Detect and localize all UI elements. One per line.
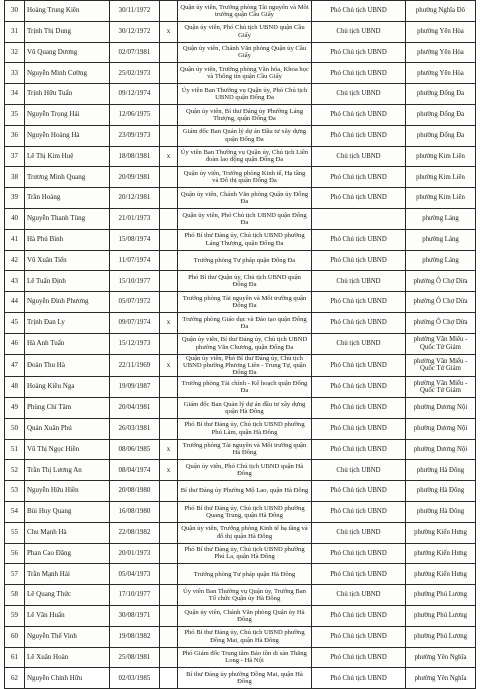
female-mark: x: [160, 312, 178, 333]
current-position: Trưởng phòng Giáo dục và Đào tạo quận Đống Đa: [178, 312, 312, 333]
proposed-position: Phó Chủ tịch UBND: [312, 605, 406, 626]
proposed-position: Phó Chủ tịch UBND: [312, 397, 406, 418]
proposed-position: Phó Chủ tịch UBND: [312, 377, 406, 398]
female-mark: x: [160, 354, 178, 377]
proposed-position: Phó Chủ tịch UBND: [312, 63, 406, 84]
female-mark: [160, 104, 178, 125]
ward-name: phường Yên Nghĩa: [406, 668, 476, 689]
current-position: Phó Bí thư Đảng ủy, Chủ tịch UBND phường Láng Thượng, quận Đống Đa: [178, 229, 312, 250]
ward-name: phường Kiến Hưng: [406, 522, 476, 543]
person-name: Đoàn Thu Hà: [25, 354, 110, 377]
female-mark: [160, 668, 178, 689]
row-number: 61: [5, 647, 25, 668]
row-number: 45: [5, 312, 25, 333]
row-number: 47: [5, 354, 25, 377]
person-name: Quản Xuân Phú: [25, 418, 110, 439]
ward-name: phường Dương Nội: [406, 418, 476, 439]
person-name: Vũ Xuân Tiến: [25, 250, 110, 271]
table-row: [5, 418, 476, 439]
female-mark: [160, 1, 178, 22]
proposed-position: Phó Chủ tịch UBND: [312, 481, 406, 502]
current-position: Quận ủy viên, Chánh Văn phòng Quận ủy Đống Đa: [178, 188, 312, 209]
table-row: [5, 21, 476, 42]
birth-date: 20/04/1981: [110, 397, 160, 418]
current-position: Trưởng phòng Tài nguyên và Môi trường quận Đống Đa: [178, 292, 312, 313]
person-name: Lê Quang Thức: [25, 585, 110, 606]
row-number: 46: [5, 333, 25, 354]
proposed-position: Phó Chủ tịch UBND: [312, 626, 406, 647]
person-name: Nguyễn Trọng Hải: [25, 104, 110, 125]
table-row: [5, 460, 476, 481]
current-position: Quận ủy viên, Phó Bí thư Đảng ủy, Chủ tịch UBND phường Phương Liên - Trung Tự, quận Đống Đa: [178, 354, 312, 377]
person-name: Trịnh Đan Ly: [25, 312, 110, 333]
table-row: [5, 501, 476, 522]
person-name: Phùng Chí Tâm: [25, 397, 110, 418]
current-position: Quận ủy viên, Bí thư Đảng ủy Phường Láng Thượng, quận Đống Đa: [178, 104, 312, 125]
row-number: 42: [5, 250, 25, 271]
ward-name: phường Hà Đông: [406, 460, 476, 481]
female-mark: x: [160, 439, 178, 460]
ward-name: phường Kim Liên: [406, 167, 476, 188]
female-mark: [160, 647, 178, 668]
ward-name: phường Dương Nội: [406, 439, 476, 460]
birth-date: 15/10/1977: [110, 271, 160, 292]
person-name: Nguyễn Thanh Tùng: [25, 208, 110, 229]
birth-date: 05/07/1972: [110, 292, 160, 313]
ward-name: phường Dương Nội: [406, 397, 476, 418]
table-row: [5, 333, 476, 354]
table-row: [5, 63, 476, 84]
ward-name: phường Phú Lương: [406, 626, 476, 647]
row-number: 43: [5, 271, 25, 292]
current-position: Quận ủy viên, Chánh Văn phòng Quận ủy Cầu Giấy: [178, 42, 312, 63]
current-position: Quận ủy viên, Chánh Văn phòng Quận ủy Hà Đông: [178, 605, 312, 626]
person-name: Lê Thị Kim Huệ: [25, 146, 110, 167]
table-row: [5, 229, 476, 250]
female-mark: [160, 397, 178, 418]
table-row: [5, 354, 476, 377]
birth-date: 22/08/1982: [110, 522, 160, 543]
female-mark: [160, 333, 178, 354]
proposed-position: Phó Chủ tịch UBND: [312, 312, 406, 333]
female-mark: [160, 63, 178, 84]
birth-date: 26/03/1981: [110, 418, 160, 439]
table-row: [5, 668, 476, 689]
table-row: [5, 626, 476, 647]
row-number: 53: [5, 481, 25, 502]
female-mark: [160, 522, 178, 543]
birth-date: 12/06/1975: [110, 104, 160, 125]
person-name: Trần Thị Lương An: [25, 460, 110, 481]
table-row: [5, 104, 476, 125]
birth-date: 30/12/1972: [110, 21, 160, 42]
row-number: 40: [5, 208, 25, 229]
proposed-position: Phó Chủ tịch UBND: [312, 647, 406, 668]
current-position: Giám đốc Ban Quản lý dự án đầu tư xây dựng quận Hà Đông: [178, 397, 312, 418]
ward-name: phường Đống Đa: [406, 104, 476, 125]
proposed-position: Chủ tịch UBND: [312, 146, 406, 167]
female-mark: [160, 585, 178, 606]
person-name: Vũ Quang Dương: [25, 42, 110, 63]
row-number: 51: [5, 439, 25, 460]
table-row: [5, 605, 476, 626]
row-number: 59: [5, 605, 25, 626]
birth-date: 11/07/1974: [110, 250, 160, 271]
proposed-position: Phó Chủ tịch UBND: [312, 42, 406, 63]
ward-name: phường Láng: [406, 250, 476, 271]
birth-date: 05/04/1973: [110, 564, 160, 585]
table-row: [5, 543, 476, 564]
ward-name: phường Văn Miếu - Quốc Tử Giám: [406, 377, 476, 398]
female-mark: [160, 418, 178, 439]
table-row: [5, 397, 476, 418]
table-row: [5, 1, 476, 22]
person-name: Vũ Thị Ngọc Hiền: [25, 439, 110, 460]
person-name: Lê Tuấn Định: [25, 271, 110, 292]
ward-name: phường Yên Nghĩa: [406, 647, 476, 668]
table-row: [5, 647, 476, 668]
birth-date: 08/04/1974: [110, 460, 160, 481]
person-name: Trần Mạnh Hải: [25, 564, 110, 585]
current-position: Quận ủy viên, Phó Chủ tịch UBND quận Cầu Giấy: [178, 21, 312, 42]
row-number: 54: [5, 501, 25, 522]
row-number: 36: [5, 125, 25, 146]
female-mark: [160, 42, 178, 63]
proposed-position: Phó Chủ tịch UBND: [312, 418, 406, 439]
proposed-position: Chủ tịch UBND: [312, 522, 406, 543]
proposed-position: Phó Chủ tịch UBND: [312, 668, 406, 689]
person-name: Hà Anh Tuấn: [25, 333, 110, 354]
current-position: Trưởng phòng Tài chính - Kế hoạch quận Đống Đa: [178, 377, 312, 398]
person-name: Nguyễn Đình Phương: [25, 292, 110, 313]
person-name: Nguyễn Hoàng Hà: [25, 125, 110, 146]
current-position: Phó Bí thư Quận ủy, Chủ tịch UBND quận Đống Đa: [178, 271, 312, 292]
proposed-position: Chủ tịch UBND: [312, 84, 406, 105]
birth-date: 08/06/1985: [110, 439, 160, 460]
row-number: 37: [5, 146, 25, 167]
birth-date: 15/12/1973: [110, 333, 160, 354]
female-mark: x: [160, 460, 178, 481]
female-mark: [160, 125, 178, 146]
table-row: [5, 292, 476, 313]
ward-name: phường Phú Lương: [406, 585, 476, 606]
female-mark: [160, 501, 178, 522]
birth-date: 02/07/1981: [110, 42, 160, 63]
row-number: 56: [5, 543, 25, 564]
female-mark: [160, 564, 178, 585]
current-position: Quận ủy viên, Bí thư Đảng ủy, Chủ tịch UBND phường Văn Chương, quận Đống Đa: [178, 333, 312, 354]
female-mark: x: [160, 146, 178, 167]
female-mark: [160, 84, 178, 105]
table-row: [5, 208, 476, 229]
person-name: Chu Mạnh Hà: [25, 522, 110, 543]
row-number: 52: [5, 460, 25, 481]
proposed-position: Chủ tịch UBND: [312, 585, 406, 606]
person-name: Hà Phú Bình: [25, 229, 110, 250]
row-number: 49: [5, 397, 25, 418]
birth-date: 25/08/1981: [110, 647, 160, 668]
birth-date: 20/12/1981: [110, 188, 160, 209]
ward-name: phường Láng: [406, 229, 476, 250]
person-name: Bùi Huy Quang: [25, 501, 110, 522]
birth-date: 15/08/1974: [110, 229, 160, 250]
female-mark: x: [160, 21, 178, 42]
birth-date: 21/01/1973: [110, 208, 160, 229]
person-name: Trương Minh Quang: [25, 167, 110, 188]
ward-name: phường Văn Miếu - Quốc Tử Giám: [406, 333, 476, 354]
table-body: [5, 1, 476, 689]
proposed-position: Phó Chủ tịch UBND: [312, 125, 406, 146]
current-position: Quận ủy viên, Trưởng phòng Kinh tế hạ tầng và đô thị quận Hà Đông: [178, 522, 312, 543]
proposed-position: Phó Chủ tịch UBND: [312, 501, 406, 522]
female-mark: [160, 543, 178, 564]
ward-name: phường Ô Chợ Dừa: [406, 271, 476, 292]
ward-name: phường Hà Đông: [406, 481, 476, 502]
proposed-position: Chủ tịch UBND: [312, 271, 406, 292]
row-number: 50: [5, 418, 25, 439]
proposed-position: Chủ tịch UBND: [312, 460, 406, 481]
female-mark: [160, 481, 178, 502]
current-position: Ủy viên Ban Thường vụ Quận ủy, Chủ tịch Liên đoàn lao động quận Đống Đa: [178, 146, 312, 167]
current-position: Trưởng phòng Tài nguyên và Môi trường quận Hà Đông: [178, 439, 312, 460]
birth-date: 30/11/1972: [110, 1, 160, 22]
female-mark: [160, 188, 178, 209]
person-name: Nguyễn Minh Cường: [25, 63, 110, 84]
personnel-table: [4, 0, 476, 689]
row-number: 58: [5, 585, 25, 606]
female-mark: [160, 377, 178, 398]
ward-name: phường Văn Miếu - Quốc Tử Giám: [406, 354, 476, 377]
current-position: Phó Bí thư Đảng ủy, Chủ tịch UBND phường Đồng Mai, quận Hà Đông: [178, 626, 312, 647]
row-number: 39: [5, 188, 25, 209]
female-mark: [160, 208, 178, 229]
ward-name: phường Phú Lương: [406, 605, 476, 626]
proposed-position: Phó Chủ tịch UBND: [312, 188, 406, 209]
person-name: Trịnh Thị Dung: [25, 21, 110, 42]
proposed-position: Chủ tịch UBND: [312, 333, 406, 354]
female-mark: [160, 292, 178, 313]
person-name: Nguyễn Chính Hữu: [25, 668, 110, 689]
person-name: Trần Hoàng: [25, 188, 110, 209]
ward-name: phường Kim Liên: [406, 188, 476, 209]
birth-date: 09/12/1974: [110, 84, 160, 105]
ward-name: phường Nghĩa Đô: [406, 1, 476, 22]
proposed-position: Phó Chủ tịch UBND: [312, 439, 406, 460]
row-number: 48: [5, 377, 25, 398]
current-position: Phó Bí thư Đảng ủy, Chủ tịch UBND phường Quang Trung, quận Hà Đông: [178, 501, 312, 522]
ward-name: phường Đống Đa: [406, 125, 476, 146]
birth-date: 20/09/1981: [110, 167, 160, 188]
row-number: 35: [5, 104, 25, 125]
current-position: Quận ủy viên, Phó Chủ tịch UBND quận Hà Đông: [178, 460, 312, 481]
proposed-position: Phó Chủ tịch UBND: [312, 250, 406, 271]
female-mark: [160, 250, 178, 271]
row-number: 34: [5, 84, 25, 105]
proposed-position: Phó Chủ tịch UBND: [312, 1, 406, 22]
table-row: [5, 188, 476, 209]
proposed-position: Phó Chủ tịch UBND: [312, 564, 406, 585]
row-number: 30: [5, 1, 25, 22]
row-number: 38: [5, 167, 25, 188]
ward-name: phường Đống Đa: [406, 84, 476, 105]
proposed-position: Phó Chủ tịch UBND: [312, 292, 406, 313]
ward-name: phường Kim Liên: [406, 146, 476, 167]
current-position: Quận ủy viên, Trưởng phòng Kinh tế, Hạ tầng và Đô thị quận Đống Đa: [178, 167, 312, 188]
proposed-position: Chủ tịch UBND: [312, 21, 406, 42]
table-row: [5, 564, 476, 585]
current-position: Quận ủy viên, Trưởng phòng Tài nguyên và Môi trường quận Cầu Giấy: [178, 1, 312, 22]
ward-name: phường Kiến Hưng: [406, 564, 476, 585]
person-name: Nguyễn Hữu Hiền: [25, 481, 110, 502]
table-row: [5, 250, 476, 271]
current-position: Phó Bí thư Đảng ủy, Chủ tịch UBND phường Phú La, quận Hà Đông: [178, 543, 312, 564]
person-name: Hoàng Trung Kiên: [25, 1, 110, 22]
table-row: [5, 312, 476, 333]
ward-name: phường Ô Chợ Dừa: [406, 312, 476, 333]
birth-date: 25/02/1973: [110, 63, 160, 84]
proposed-position: Phó Chủ tịch UBND: [312, 104, 406, 125]
table-row: [5, 146, 476, 167]
person-name: Lê Văn Huấn: [25, 605, 110, 626]
table-row: [5, 522, 476, 543]
birth-date: 22/11/1969: [110, 354, 160, 377]
birth-date: 20/01/1973: [110, 543, 160, 564]
current-position: Bí thư Đảng ủy phường Đồng Mai, quận Hà Đông: [178, 668, 312, 689]
current-position: Phó Giám đốc Trung tâm Bảo tồn di sản Thăng Long - Hà Nội: [178, 647, 312, 668]
ward-name: phường Yên Hòa: [406, 42, 476, 63]
row-number: 57: [5, 564, 25, 585]
table-row: [5, 42, 476, 63]
person-name: Nguyễn Thế Vinh: [25, 626, 110, 647]
birth-date: 19/08/1982: [110, 626, 160, 647]
female-mark: [160, 229, 178, 250]
person-name: Trịnh Hữu Tuấn: [25, 84, 110, 105]
row-number: 55: [5, 522, 25, 543]
table-row: [5, 585, 476, 606]
person-name: Hoàng Kiều Nga: [25, 377, 110, 398]
table-row: [5, 481, 476, 502]
ward-name: phường Láng: [406, 208, 476, 229]
table-row: [5, 271, 476, 292]
birth-date: 23/09/1973: [110, 125, 160, 146]
female-mark: [160, 626, 178, 647]
current-position: Bí thư Đảng ủy Phường Mộ Lao, quận Hà Đông: [178, 481, 312, 502]
table-row: [5, 167, 476, 188]
current-position: Ủy viên Ban Thường vụ Quận ủy, Trưởng Ban Tổ chức Quận ủy Hà Đông: [178, 585, 312, 606]
proposed-position: Phó Chủ tịch UBND: [312, 354, 406, 377]
person-name: Phan Cao Đăng: [25, 543, 110, 564]
female-mark: [160, 271, 178, 292]
ward-name: phường Hà Đông: [406, 501, 476, 522]
birth-date: 02/03/1985: [110, 668, 160, 689]
proposed-position: Phó Chủ tịch UBND: [312, 543, 406, 564]
current-position: Trưởng phòng Tư pháp quận Đống Đa: [178, 250, 312, 271]
table-row: [5, 84, 476, 105]
table-row: [5, 125, 476, 146]
row-number: 31: [5, 21, 25, 42]
row-number: 62: [5, 668, 25, 689]
female-mark: [160, 167, 178, 188]
birth-date: 19/09/1987: [110, 377, 160, 398]
current-position: Trưởng phòng Tư pháp quận Hà Đông: [178, 564, 312, 585]
row-number: 33: [5, 63, 25, 84]
row-number: 44: [5, 292, 25, 313]
row-number: 32: [5, 42, 25, 63]
current-position: Phó Bí thư Đảng ủy, Chủ tịch UBND phường Phú Lãm, quận Hà Đông: [178, 418, 312, 439]
female-mark: [160, 605, 178, 626]
ward-name: phường Kiến Hưng: [406, 543, 476, 564]
table-row: [5, 439, 476, 460]
birth-date: 18/08/1981: [110, 146, 160, 167]
birth-date: 16/08/1980: [110, 501, 160, 522]
birth-date: 20/08/1980: [110, 481, 160, 502]
current-position: Quận ủy viên, Phó Chủ tịch UBND quận Đống Đa: [178, 208, 312, 229]
row-number: 60: [5, 626, 25, 647]
table-row: [5, 377, 476, 398]
current-position: Giám đốc Ban Quản lý dự án Đầu tư xây dựng quận Đống Đa: [178, 125, 312, 146]
ward-name: phường Yên Hòa: [406, 63, 476, 84]
ward-name: phường Yên Hòa: [406, 21, 476, 42]
proposed-position: Phó Chủ tịch UBND: [312, 229, 406, 250]
proposed-position: Phó Chủ tịch UBND: [312, 167, 406, 188]
proposed-position: [312, 208, 406, 229]
birth-date: 09/07/1974: [110, 312, 160, 333]
row-number: 41: [5, 229, 25, 250]
birth-date: 30/08/1971: [110, 605, 160, 626]
current-position: Quận ủy viên, Trưởng phòng Văn hóa, Khoa học và Thông tin quận Cầu Giấy: [178, 63, 312, 84]
ward-name: phường Ô Chợ Dừa: [406, 292, 476, 313]
current-position: Ủy viên Ban Thường vụ Quận ủy, Phó Chủ tịch UBND quận Đống Đa: [178, 84, 312, 105]
person-name: Lê Xuân Hoàn: [25, 647, 110, 668]
birth-date: 17/10/1977: [110, 585, 160, 606]
